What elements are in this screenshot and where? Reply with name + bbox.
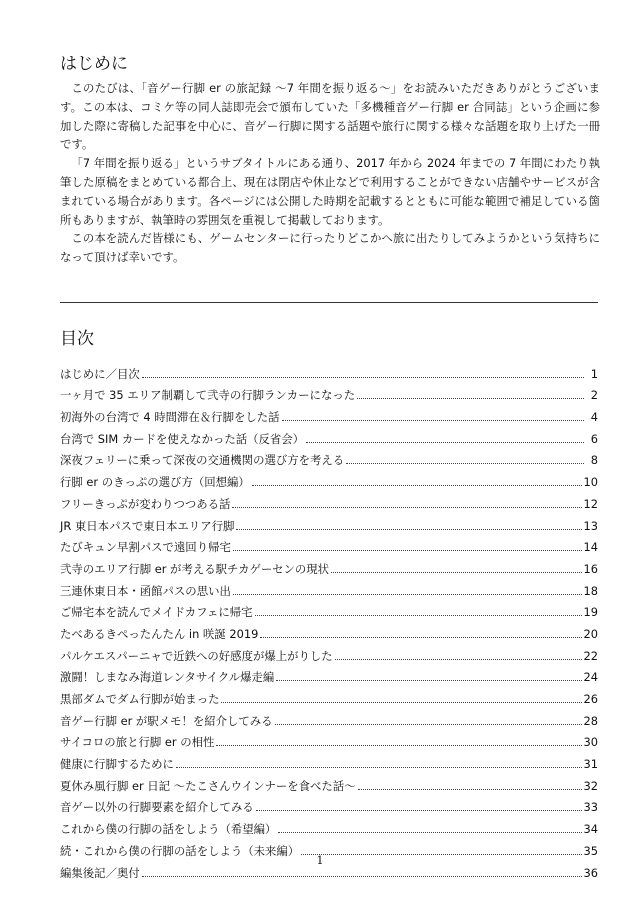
toc-entry-page: 13	[583, 518, 598, 533]
toc-entry	[60, 468, 598, 490]
toc-entry-page: 35	[583, 843, 598, 858]
toc-entry-title: 健康に行脚するために	[60, 757, 174, 772]
toc-entry-title: 弐寺のエリア行脚 er が考える駅チカゲーセンの現状	[60, 561, 330, 576]
toc-entry-title: 黒部ダムでダム行脚が始まった	[60, 692, 220, 706]
toc-dot-leader	[142, 876, 582, 877]
toc-dot-leader	[331, 572, 581, 573]
toc-entry-page: 30	[583, 735, 598, 750]
toc-entry-title: 三連休東日本・函館パスの思い出	[60, 583, 231, 598]
toc-entry-page: 2	[590, 388, 598, 403]
toc-heading: 目次	[60, 329, 94, 349]
intro-paragraph: この本を読んだ皆様にも、ゲームセンターに行ったりどこかへ旅に出たりしてみようかという気持ちになって頂けば幸いです。	[60, 231, 600, 265]
toc-dot-leader	[232, 507, 581, 508]
toc-dot-leader	[233, 594, 582, 595]
toc-dot-leader	[236, 529, 581, 530]
toc-entry	[60, 642, 598, 664]
toc-entry	[60, 425, 598, 447]
toc-entry	[60, 534, 598, 556]
toc-dot-leader	[276, 680, 581, 681]
toc-entry-page: 34	[583, 822, 598, 837]
toc-entry	[60, 620, 598, 642]
toc-entry-page: 4	[590, 410, 598, 425]
intro-paragraph: このたびは、「音ゲー行脚 er の旅記録 ～7 年間を振り返る～」をお読みいただきありがとうございます。この本は、コミケ等の同人誌即売会で頒布していた「多機種音ゲー行脚 er 合同誌」という企画に参加した際に寄稿した記事を中心に、音ゲー行脚に関する話題や旅行に関する様々な話題を取り上げた一冊です。	[60, 81, 600, 152]
toc-entry-title: 夏休み風行脚 er 日記 ～たこさんウインナーを食べた話～	[60, 778, 356, 793]
toc-entry	[60, 577, 598, 599]
toc-entry-page: 19	[583, 605, 598, 620]
toc-entry-page: 36	[583, 865, 598, 880]
toc-entry-page: 14	[583, 540, 598, 555]
toc-entry-title: 音ゲー行脚 er が駅メモ！を紹介してみる	[60, 713, 273, 728]
toc-entry-title: パルケエスパーニャで近鉄への好感度が爆上がりした	[60, 648, 333, 663]
toc-entry-title: ご帰宅本を読んでメイドカフェに帰宅	[60, 605, 253, 620]
toc-entry-page: 12	[583, 496, 598, 511]
toc-entry	[60, 490, 598, 512]
toc-entry-page: 20	[583, 626, 598, 641]
toc-entry	[60, 555, 598, 577]
toc-dot-leader	[256, 810, 582, 811]
toc-entry	[60, 403, 598, 425]
toc-entry-title: サイコロの旅と行脚 er の相性	[60, 735, 215, 750]
toc-entry	[60, 794, 598, 816]
toc-dot-leader	[176, 767, 582, 768]
toc-entry-page: 33	[583, 800, 598, 815]
toc-dot-leader	[306, 442, 584, 443]
toc-entry	[60, 815, 598, 837]
toc-entry-title: たびキュン早割パスで遠回り帰宅	[60, 540, 231, 555]
toc-entry-title: 台湾で SIM カードを使えなかった話（反省会）	[60, 431, 305, 446]
toc-entry-page: 26	[583, 692, 598, 706]
toc-entry-page: 6	[590, 431, 598, 446]
toc-entry	[60, 772, 598, 794]
toc-entry	[60, 447, 598, 469]
toc-entry-title: 編集後記／奥付	[60, 865, 140, 880]
toc-dot-leader	[358, 789, 582, 790]
toc-dot-leader	[282, 420, 584, 421]
toc-dot-leader	[221, 702, 581, 703]
toc-entry-page: 18	[583, 583, 598, 598]
toc-dot-leader	[335, 659, 582, 660]
intro-heading: はじめに	[60, 54, 128, 74]
toc-entry-title: たべあるきぺったんたん in 咲誕 2019	[60, 626, 259, 641]
section-divider	[60, 302, 598, 303]
toc-dot-leader	[346, 463, 584, 464]
page-number: 1	[316, 854, 324, 867]
toc-entry-title: 音ゲー以外の行脚要素を紹介してみる	[60, 800, 254, 815]
toc-entry	[60, 664, 598, 686]
toc-entry	[60, 512, 598, 534]
toc-dot-leader	[275, 724, 582, 725]
toc-dot-leader	[142, 377, 584, 378]
toc-entry-title: これから僕の行脚の話をしよう（希望編）	[60, 822, 277, 837]
toc-dot-leader	[252, 485, 582, 486]
toc-entry-title: 行脚 er のきっぷの選び方（回想編）	[60, 475, 250, 490]
toc-entry-title: 激闘！しまなみ海道レンタサイクル爆走編	[60, 670, 275, 685]
toc-entry-page: 8	[590, 453, 598, 468]
toc-entry-page: 1	[590, 366, 598, 381]
toc-dot-leader	[278, 832, 581, 833]
toc-dot-leader	[233, 550, 582, 551]
intro-paragraph: 「7 年間を振り返る」というサブタイトルにある通り、2017 年から 2024 年までの 7 年間にわたり執筆した原稿をまとめている都合上、現在は閉店や休止などで利用することができない店舗やサービスが含まれている場合があります。各ページには公開した時期を記載するとともに可能な範囲で補足している箇所もありますが、執筆時の雰囲気を重視して掲載しております。	[60, 156, 600, 227]
toc-entry-title: 深夜フェリーに乗って深夜の交通機関の選び方を考える	[60, 453, 345, 468]
toc-dot-leader	[357, 398, 584, 399]
toc-entry	[60, 599, 598, 621]
toc-entry-title: はじめに／目次	[60, 366, 140, 381]
toc-entry-page: 16	[583, 561, 598, 576]
toc-entry	[60, 729, 598, 751]
toc-entry-title: フリーきっぷが変わりつつある話	[60, 496, 231, 511]
toc-entry-page: 10	[583, 475, 598, 490]
toc-entry-title: 続・これから僕の行脚の話をしよう（未来編）	[60, 843, 300, 858]
toc-dot-leader	[216, 745, 581, 746]
toc-entry-page: 31	[583, 757, 598, 772]
toc-entry-page: 22	[583, 648, 598, 663]
toc-entry	[60, 360, 598, 382]
toc-dot-leader	[260, 637, 581, 638]
toc-entry	[60, 707, 598, 729]
toc-entry-title: 一ヶ月で 35 エリア制覇して弐寺の行脚ランカーになった	[60, 388, 356, 403]
toc-entry	[60, 750, 598, 772]
toc-entry-title: 初海外の台湾で 4 時間滞在＆行脚をした話	[60, 410, 280, 425]
intro-body	[60, 79, 600, 267]
toc-entry	[60, 685, 598, 707]
toc-dot-leader	[255, 615, 582, 616]
toc-list	[60, 360, 598, 881]
toc-entry-page: 24	[583, 670, 598, 685]
toc-entry	[60, 382, 598, 404]
toc-entry-page: 28	[583, 713, 598, 728]
toc-entry-title: JR 東日本パスで東日本エリア行脚	[60, 518, 235, 533]
toc-entry-page: 32	[583, 778, 598, 793]
